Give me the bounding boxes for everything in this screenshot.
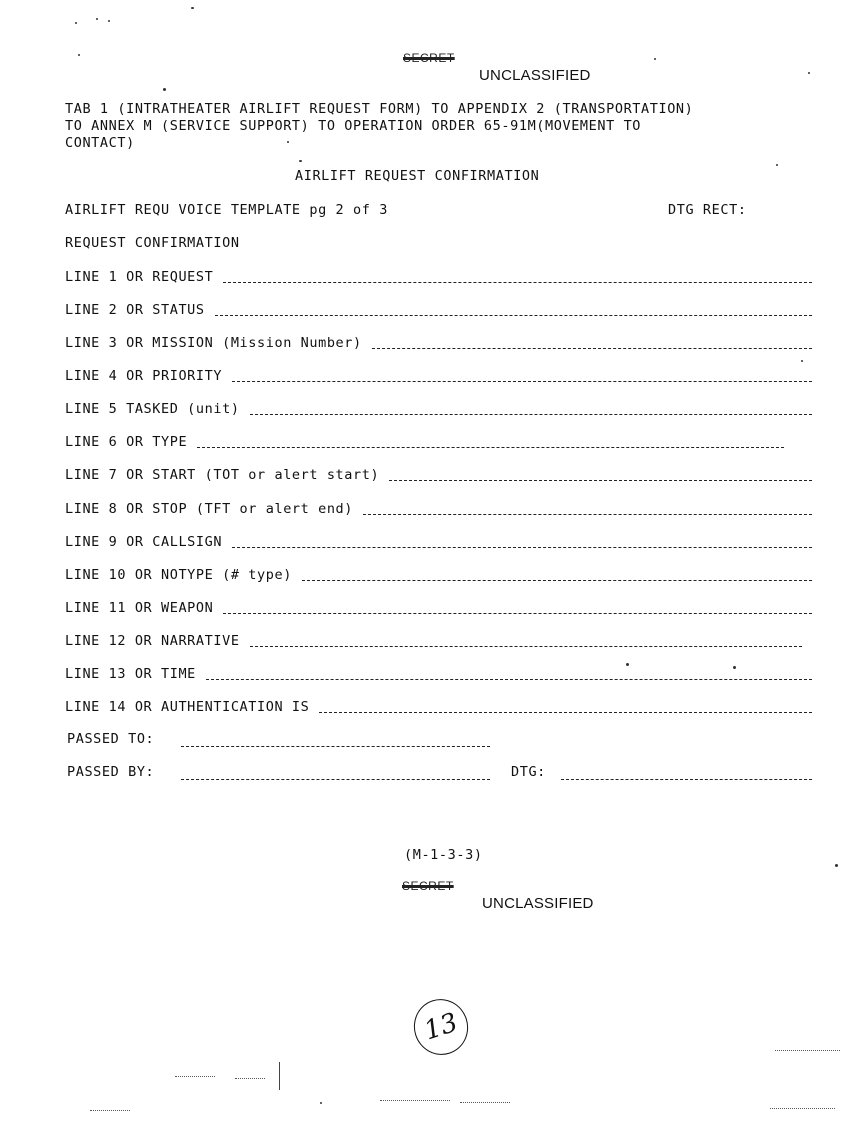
dtg-rect-label: DTG RECT: [668, 202, 747, 218]
form-line-label: LINE 14 OR AUTHENTICATION IS [65, 699, 310, 715]
scan-mark [279, 1062, 282, 1090]
form-line-blank[interactable] [372, 348, 812, 349]
template-line: AIRLIFT REQU VOICE TEMPLATE pg 2 of 3 [65, 202, 388, 218]
form-line-label: LINE 7 OR START (TOT or alert start) [65, 467, 380, 483]
passed-to-label: PASSED TO: [67, 731, 155, 747]
scan-speck [654, 58, 656, 60]
scan-smudge [775, 1050, 840, 1051]
footer-struck-secret-marking: SECRET [402, 879, 454, 893]
tab-title-line-1: TAB 1 (INTRATHEATER AIRLIFT REQUEST FORM) TO APPENDIX 2 (TRANSPORTATION) [65, 101, 694, 117]
form-line-blank[interactable] [223, 613, 812, 614]
form-line-12 [65, 631, 802, 649]
form-line-blank[interactable] [197, 447, 784, 448]
form-line-14 [65, 697, 812, 715]
struck-secret-marking: SECRET [403, 51, 455, 65]
form-line-blank[interactable] [232, 547, 812, 548]
scan-speck [75, 22, 77, 24]
form-line-4 [65, 366, 812, 384]
form-line-blank[interactable] [250, 414, 812, 415]
header-classification: UNCLASSIFIED [479, 67, 591, 84]
form-line-label: LINE 12 OR NARRATIVE [65, 633, 240, 649]
form-line-8 [65, 499, 812, 517]
form-line-label: LINE 5 TASKED (unit) [65, 401, 240, 417]
scan-speck [163, 88, 166, 91]
form-line-11 [65, 598, 812, 616]
form-line-blank[interactable] [206, 679, 812, 680]
form-line-label: LINE 11 OR WEAPON [65, 600, 214, 616]
handwritten-page-number: 13 [407, 992, 476, 1062]
tab-title-line-2: TO ANNEX M (SERVICE SUPPORT) TO OPERATION ORDER 65-91M(MOVEMENT TO [65, 118, 642, 134]
form-line-label: LINE 9 OR CALLSIGN [65, 534, 223, 550]
scan-speck [320, 1102, 322, 1104]
scan-speck [835, 864, 838, 867]
form-line-5 [65, 399, 812, 417]
form-line-label: LINE 6 OR TYPE [65, 434, 188, 450]
scan-speck [776, 164, 778, 166]
form-line-9 [65, 532, 812, 550]
scan-speck [801, 360, 803, 362]
passed-by-label: PASSED BY: [67, 764, 155, 780]
form-line-blank[interactable] [319, 712, 812, 713]
form-line-label: LINE 1 OR REQUEST [65, 269, 214, 285]
form-line-label: LINE 2 OR STATUS [65, 302, 205, 318]
form-line-label: LINE 8 OR STOP (TFT or alert end) [65, 501, 354, 517]
form-line-blank[interactable] [389, 480, 812, 481]
passed-to-blank[interactable] [181, 746, 490, 747]
form-title: AIRLIFT REQUEST CONFIRMATION [295, 168, 540, 184]
tab-title-line-3: CONTACT) [65, 135, 135, 151]
form-line-13 [65, 664, 812, 682]
form-line-label: LINE 3 OR MISSION (Mission Number) [65, 335, 362, 351]
scan-speck [108, 20, 110, 22]
form-line-blank[interactable] [232, 381, 812, 382]
form-line-blank[interactable] [250, 646, 802, 647]
scan-smudge [175, 1076, 215, 1077]
scan-speck [733, 666, 736, 669]
scan-speck [626, 663, 629, 666]
scan-speck [808, 72, 810, 74]
passed-by-blank[interactable] [181, 779, 490, 780]
page-number: (M-1-3-3) [404, 847, 483, 863]
form-line-7 [65, 465, 812, 483]
scan-smudge [235, 1078, 265, 1079]
form-line-1 [65, 267, 812, 285]
dtg-blank[interactable] [561, 779, 812, 780]
scan-speck [299, 160, 302, 162]
form-line-label: LINE 10 OR NOTYPE (# type) [65, 567, 292, 583]
scan-smudge [90, 1110, 130, 1111]
request-confirmation-label: REQUEST CONFIRMATION [65, 235, 240, 251]
scan-speck [287, 141, 289, 143]
scan-smudge [380, 1100, 450, 1101]
scan-smudge [770, 1108, 835, 1109]
footer-classification: UNCLASSIFIED [482, 895, 594, 912]
scan-smudge [460, 1102, 510, 1103]
form-line-blank[interactable] [363, 514, 812, 515]
scan-speck [96, 18, 98, 20]
form-line-10 [65, 565, 812, 583]
form-line-6 [65, 432, 784, 450]
dtg-label: DTG: [511, 764, 546, 780]
scan-speck [78, 54, 80, 56]
form-line-2 [65, 300, 812, 318]
form-line-3 [65, 333, 812, 351]
scan-speck [191, 7, 194, 9]
form-line-label: LINE 13 OR TIME [65, 666, 196, 682]
form-line-blank[interactable] [223, 282, 812, 283]
form-line-blank[interactable] [302, 580, 812, 581]
form-line-blank[interactable] [215, 315, 812, 316]
form-line-label: LINE 4 OR PRIORITY [65, 368, 223, 384]
